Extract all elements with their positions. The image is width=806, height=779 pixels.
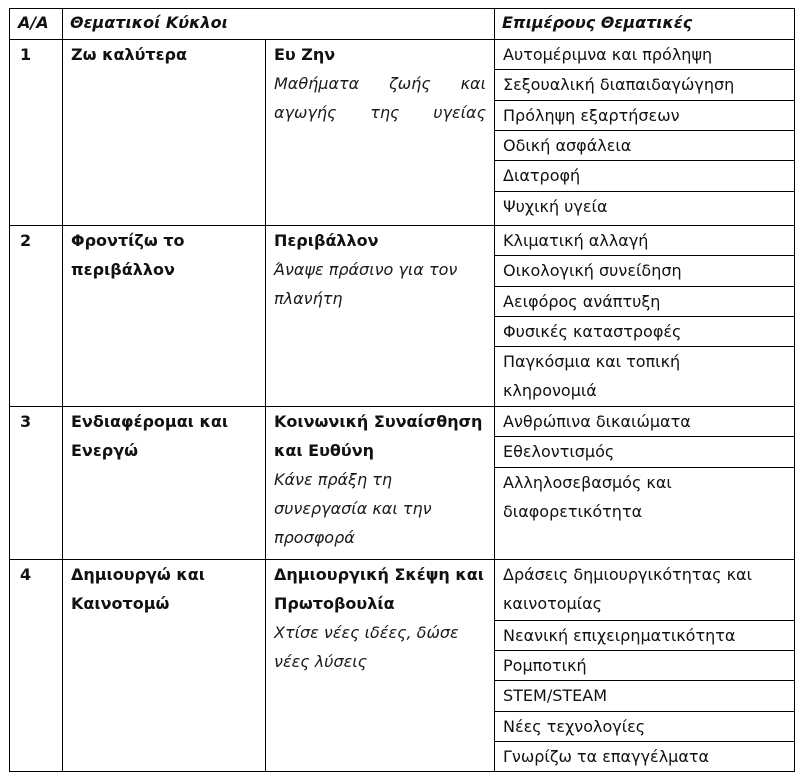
thematic-circle: Φροντίζω το bbox=[71, 231, 185, 250]
theme-description: Μαθήματα ζωής και bbox=[274, 74, 486, 93]
subtheme-item: Νεανική επιχειρηματικότητα bbox=[503, 625, 736, 645]
thematic-circle: Ενεργώ bbox=[71, 441, 138, 460]
theme-title: Πρωτοβουλία bbox=[274, 594, 395, 613]
theme-title: Δημιουργική Σκέψη και bbox=[274, 565, 484, 584]
table-border-left bbox=[9, 8, 10, 772]
theme-description: πλανήτη bbox=[274, 289, 343, 308]
thematic-circle: Ζω καλύτερα bbox=[71, 45, 187, 64]
theme-description: Χτίσε νέες ιδέες, δώσε bbox=[274, 623, 459, 642]
subtheme-item: Κλιματική αλλαγή bbox=[503, 231, 649, 250]
subtheme-item: Οδική ασφάλεια bbox=[503, 135, 632, 155]
thematic-circle: Ενδιαφέρομαι και bbox=[71, 412, 229, 431]
subtheme-item: καινοτομίας bbox=[503, 594, 603, 613]
theme-title: Ευ Ζην bbox=[274, 45, 336, 64]
column-divider bbox=[62, 8, 63, 772]
thematic-circle: περιβάλλον bbox=[71, 260, 175, 279]
subtheme-item: Αειφόρος ανάπτυξη bbox=[503, 291, 661, 311]
subtheme-item: κληρονομιά bbox=[503, 381, 597, 401]
subtheme-item: Ανθρώπινα δικαιώματα bbox=[503, 412, 691, 431]
subtheme-item: Ψυχική υγεία bbox=[503, 196, 608, 216]
header-thematic-circles: Θεματικοί Κύκλοι bbox=[70, 13, 228, 32]
theme-description: Άναψε πράσινο για τον bbox=[274, 260, 458, 279]
subtheme-item: Αλληλοσεβασμός και bbox=[503, 472, 672, 492]
row-number: 1 bbox=[20, 45, 32, 64]
thematic-circle: Καινοτομώ bbox=[71, 594, 170, 613]
theme-description: αγωγής της υγείας bbox=[274, 103, 486, 122]
theme-title: και Ευθύνη bbox=[274, 441, 374, 460]
theme-title: Κοινωνική Συναίσθηση bbox=[274, 412, 483, 431]
theme-description: συνεργασία και την bbox=[274, 499, 432, 518]
column-divider bbox=[494, 8, 495, 772]
subtheme-item: Διατροφή bbox=[503, 166, 581, 186]
theme-title: Περιβάλλον bbox=[274, 231, 379, 250]
theme-description: νέες λύσεις bbox=[274, 652, 368, 671]
subtheme-item: Νέες τεχνολογίες bbox=[503, 716, 646, 736]
table-border-bottom bbox=[9, 771, 795, 772]
subtheme-item: Φυσικές καταστροφές bbox=[503, 321, 682, 341]
header-aa: Α/Α bbox=[18, 13, 49, 32]
subtheme-item: Πρόληψη εξαρτήσεων bbox=[503, 105, 680, 125]
subtheme-item: Δράσεις δημιουργικότητας και bbox=[503, 565, 752, 584]
theme-description: προσφορά bbox=[274, 528, 355, 547]
table-border-top bbox=[9, 8, 795, 9]
subtheme-item: Οικολογική συνείδηση bbox=[503, 261, 682, 281]
subtheme-item: Αυτομέριμνα και πρόληψη bbox=[503, 45, 713, 64]
thematic-circle: Δημιουργώ και bbox=[71, 565, 205, 584]
row-number: 4 bbox=[20, 565, 32, 584]
subtheme-item: Παγκόσμια και τοπική bbox=[503, 352, 681, 372]
subtheme-item: Σεξουαλική διαπαιδαγώγηση bbox=[503, 75, 735, 95]
thematic-table bbox=[9, 8, 795, 772]
header-subthemes: Επιμέρους Θεματικές bbox=[502, 13, 693, 32]
subtheme-item: Γνωρίζω τα επαγγέλματα bbox=[503, 746, 710, 766]
subtheme-item: διαφορετικότητα bbox=[503, 501, 643, 521]
subtheme-item: Εθελοντισμός bbox=[503, 442, 615, 462]
table-border-right bbox=[794, 8, 795, 772]
subtheme-item: Ρομποτική bbox=[503, 655, 587, 675]
subtheme-item: STEM/STEAM bbox=[503, 686, 608, 706]
row-number: 3 bbox=[20, 412, 32, 431]
theme-description: Κάνε πράξη τη bbox=[274, 470, 392, 489]
row-number: 2 bbox=[20, 231, 32, 250]
